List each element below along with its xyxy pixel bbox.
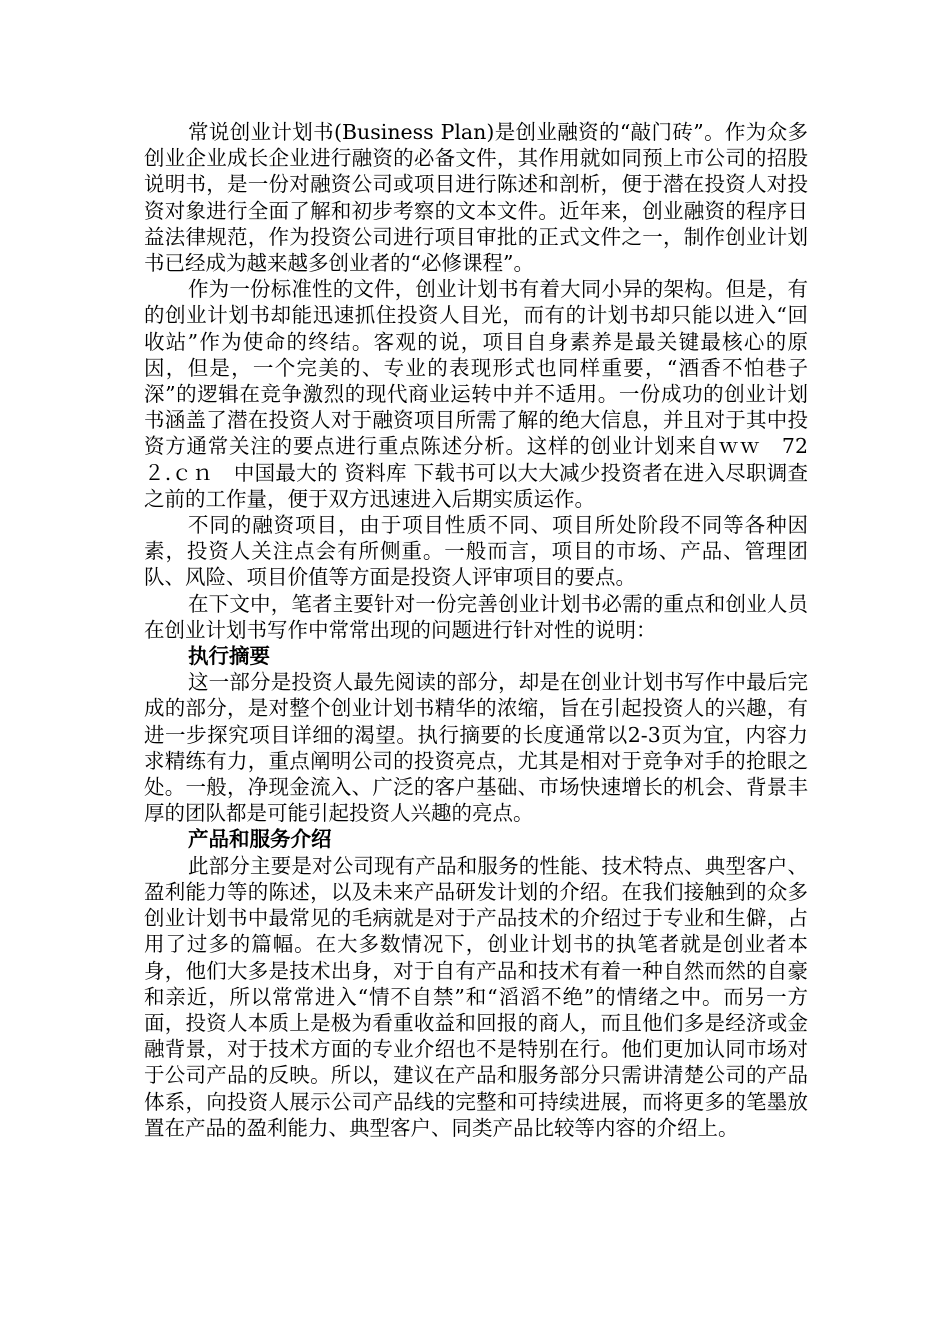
paragraph-structure: 作为一份标准性的文件，创业计划书有着大同小异的架构。但是，有的创业计划书却能迅速抓住投资人目光，而有的计划书却只能以进入“回收站”作为使命的终结。客观的说，项目自身素养是最关键最核心的原因，但是，一个完美的、专业的表现形式也同样重要，“酒香不怕巷子深”的逻辑在竞争激烈的现代商业运转中并不适用。一份成功的创业计划书涵盖了潜在投资人对于融资项目所需了解的绝大信息，并且对于其中投资方通常关注的要点进行重点陈述分析。这样的创业计划来自ｗｗ 72２.ｃｎ 中国最大的 资料库 下载书可以大大减少投资者在进入尽职调查之前的工作量，便于双方迅速进入后期实质运作。 bbox=[144, 277, 808, 511]
document-page bbox=[144, 119, 808, 1141]
paragraph-products-services: 此部分主要是对公司现有产品和服务的性能、技术特点、典型客户、盈利能力等的陈述，以及未来产品研发计划的介绍。在我们接触到的众多创业计划书中最常见的毛病就是对于产品技术的介绍过于专业和生僻，占用了过多的篇幅。在大多数情况下，创业计划书的执笔者就是创业者本身，他们大多是技术出身，对于自有产品和技术有着一种自然而然的自豪和亲近，所以常常进入“情不自禁”和“滔滔不绝”的情绪之中。而另一方面，投资人本质上是极为看重收益和回报的商人，而且他们多是经济或金融背景，对于技术方面的专业介绍也不是特别在行。他们更加认同市场对于公司产品的反映。所以，建议在产品和服务部分只需讲清楚公司的产品体系，向投资人展示公司产品线的完整和可持续进展，而将更多的笔墨放置在产品的盈利能力、典型客户、同类产品比较等内容的介绍上。 bbox=[144, 853, 808, 1140]
paragraph-focus: 不同的融资项目，由于项目性质不同、项目所处阶段不同等各种因素，投资人关注点会有所侧重。一般而言，项目的市场、产品、管理团队、风险、项目价值等方面是投资人评审项目的要点。 bbox=[144, 513, 808, 590]
paragraph-intro: 常说创业计划书(Business Plan)是创业融资的“敲门砖”。作为众多创业企业成长企业进行融资的必备文件，其作用就如同预上市公司的招股说明书，是一份对融资公司或项目进行陈述和剖析，便于潜在投资人对投资对象进行全面了解和初步考察的文本文件。近年来，创业融资的程序日益法律规范，作为投资公司进行项目审批的正式文件之一，制作创业计划书已经成为越来越多创业者的“必修课程”。 bbox=[144, 120, 808, 276]
paragraph-preface: 在下文中，笔者主要针对一份完善创业计划书必需的重点和创业人员在创业计划书写作中常常出现的问题进行针对性的说明： bbox=[144, 591, 808, 642]
heading-executive-summary: 执行摘要 bbox=[188, 644, 270, 669]
paragraph-executive-summary: 这一部分是投资人最先阅读的部分，却是在创业计划书写作中最后完成的部分，是对整个创业计划书精华的浓缩，旨在引起投资人的兴趣，有进一步探究项目详细的渴望。执行摘要的长度通常以2-3页为宜，内容力求精练有力，重点阐明公司的投资亮点，尤其是相对于竞争对手的抢眼之处。一般，净现金流入、广泛的客户基础、市场快速增长的机会、背景丰厚的团队都是可能引起投资人兴趣的亮点。 bbox=[144, 670, 808, 826]
heading-products-services: 产品和服务介绍 bbox=[188, 827, 332, 852]
